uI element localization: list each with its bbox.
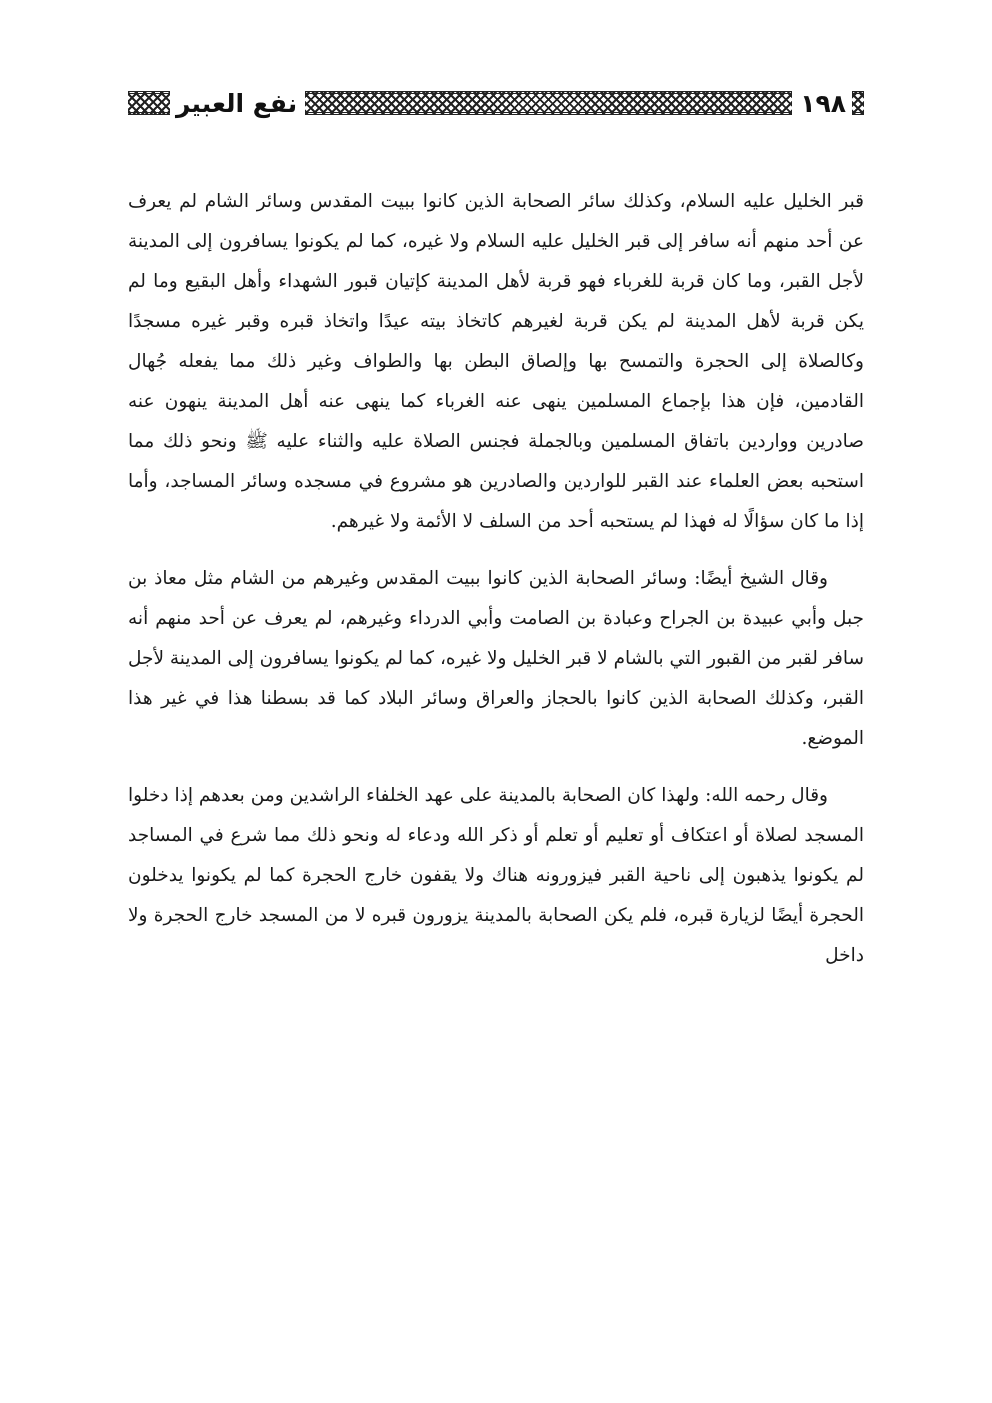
ornament-border-right xyxy=(852,91,864,115)
page-number: ١٩٨ xyxy=(800,88,846,118)
book-title: نفع العبير xyxy=(176,88,298,118)
paragraph-1: قبر الخليل عليه السلام، وكذلك سائر الصحابة الذين كانوا ببيت المقدس وسائر الشام لم يعرف عن أحد منهم أنه سافر إلى قبر الخليل عليه السلام ولا غيره، كما لم يكونوا يسافرون إلى المدينة لأجل القبر، وما كان قربة للغرباء فهو قربة لأهل المدينة كإتيان قبور الشهداء وأهل البقيع وما لم يكن قربة لأهل المدينة لم يكن قربة لغيرهم كاتخاذ بيته عيدًا واتخاذ قبره وقبر غيره مسجدًا وكالصلاة إلى الحجرة والتمسح بها وإلصاق البطن بها والطواف وغير ذلك مما يفعله جُهال القادمين، فإن هذا بإجماع المسلمين ينهى عنه الغرباء كما ينهى عنه أهل المدينة ينهون عنه صادرين وواردين باتفاق المسلمين وبالجملة فجنس الصلاة عليه والثناء عليه ﷺ ونحو ذلك مما استحبه بعض العلماء عند القبر للواردين والصادرين هو مشروع في مسجده وسائر المساجد، وأما إذا ما كان سؤالًا له فهذا لم يستحبه أحد من السلف لا الأئمة ولا غيرهم. xyxy=(128,191,864,532)
paragraph-3: وقال رحمه الله: ولهذا كان الصحابة بالمدينة على عهد الخلفاء الراشدين ومن بعدهم إذا دخلوا المسجد لصلاة أو اعتكاف أو تعليم أو تعلم أو ذكر الله ودعاء له ونحو ذلك مما شرع في المساجد لم يكونوا يذهبون إلى ناحية القبر فيزورونه هناك ولا يقفون خارج الحجرة كما لم يكونوا يدخلون الحجرة أيضًا لزيارة قبره، فلم يكن الصحابة بالمدينة يزورون قبره لا من المسجد خارج الحجرة ولا داخل xyxy=(128,785,864,966)
ornament-border-middle xyxy=(305,91,792,115)
running-header xyxy=(128,84,864,122)
page-body xyxy=(128,182,864,993)
ornament-border-left xyxy=(128,91,170,115)
paragraph-2: وقال الشيخ أيضًا: وسائر الصحابة الذين كانوا ببيت المقدس وغيرهم من الشام مثل معاذ بن جبل وأبي عبيدة بن الجراح وعبادة بن الصامت وأبي الدرداء وغيرهم، لم يعرف عن أحد منهم أنه سافر لقبر من القبور التي بالشام لا قبر الخليل ولا غيره، كما لم يكونوا يسافرون إلى المدينة لأجل القبر، وكذلك الصحابة الذين كانوا بالحجاز والعراق وسائر البلاد كما قد بسطنا هذا في غير هذا الموضع. xyxy=(128,568,864,749)
